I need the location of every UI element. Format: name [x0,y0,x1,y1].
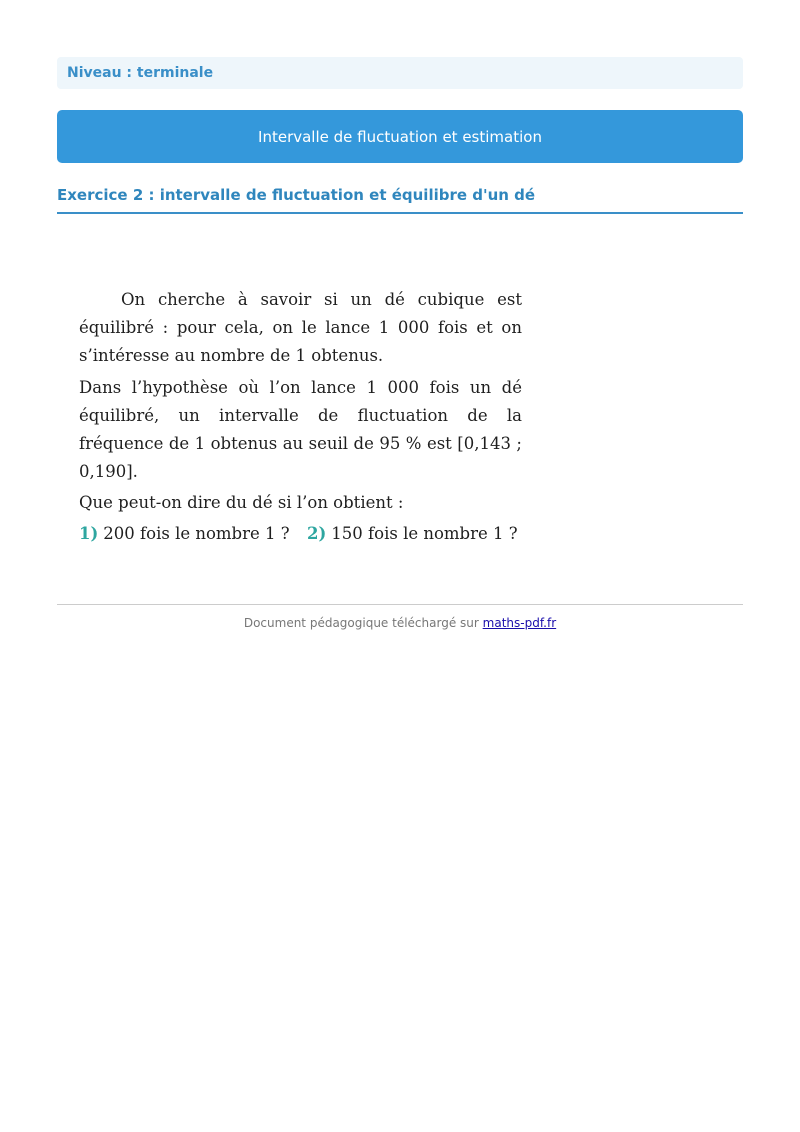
question-text: 150 fois le nombre 1 ? [331,524,518,543]
question-list [79,520,522,548]
level-label: Niveau : terminale [67,65,214,81]
question-number: 1) [79,524,99,543]
footer-text: Document pédagogique téléchargé sur [243,616,479,630]
question-text: 200 fois le nombre 1 ? [103,524,290,543]
question-item [79,520,307,548]
chapter-banner [57,110,743,163]
level-badge [57,57,743,89]
footer [57,616,743,630]
statement-paragraph-3: Que peut-on dire du dé si l’on obtient : [79,493,404,512]
question-number: 2) [307,524,327,543]
chapter-title: Intervalle de fluctuation et estimation [258,127,542,146]
exercise-title: Exercice 2 : intervalle de fluctuation et équilibre d'un dé [57,185,743,214]
question-item [307,520,518,548]
exercise-statement [79,286,522,548]
statement-paragraph-1: On cherche à savoir si un dé cubique est équilibré : pour cela, on le lance 1 000 fois et on s’intéresse au nombre de 1 obtenus. [79,290,522,365]
footer-divider [57,604,743,605]
statement-paragraph-2: Dans l’hypothèse où l’on lance 1 000 fois un dé équilibré, un intervalle de fluctuation de la fréquence de 1 obtenus au seuil de 95 % est [0,143 ; 0,190]. [79,378,522,481]
site-link[interactable]: maths-pdf.fr [482,616,557,630]
